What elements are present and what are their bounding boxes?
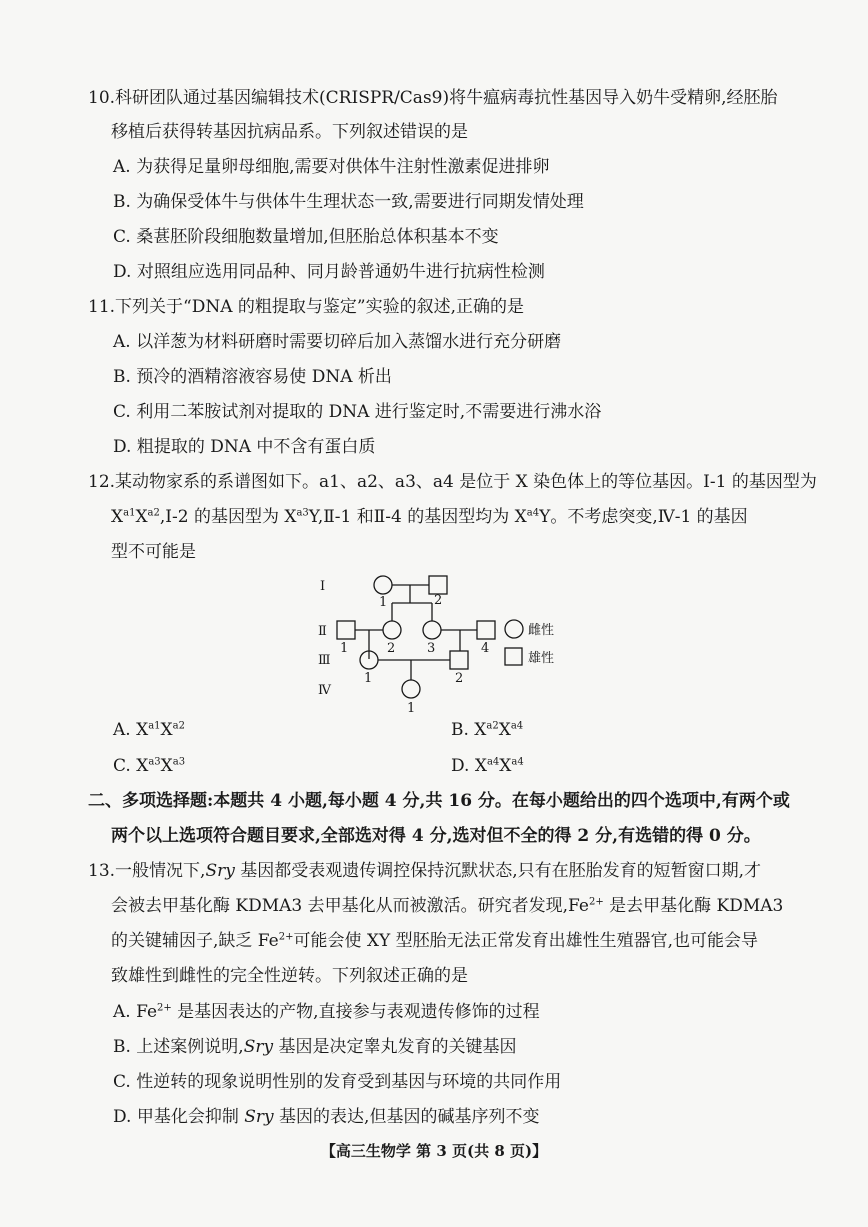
pedigree-male-I2 [429,576,447,594]
section2-heading-line1: 二、多项选择题:本题共 4 小题,每小题 4 分,共 16 分。在每小题给出的四个选项中,有两个或 [88,791,790,811]
num-II3: 3 [427,641,436,656]
q12-stem-line2: $X^{a1}X^{a2},Ⅰ-2$ 的基因型为 $X^{a3}Y,Ⅱ-1$ 和Ⅱ-4 的基因型均为 $X^{a4}Y$。不考虑突变,Ⅳ-1 的基因 [111,507,748,527]
pedigree-female-II3 [423,621,441,639]
q13-option-d: D. 甲基化会抑制 Sry 基因的表达,但基因的碱基序列不变 [113,1107,540,1127]
num-I2: 2 [434,593,443,608]
q13-option-b: B. 上述案例说明,Sry 基因是决定睾丸发育的关键基因 [113,1037,517,1057]
gen-label-IV: Ⅳ [318,683,331,698]
q11-option-d: D. 粗提取的 DNA 中不含有蛋白质 [113,437,376,457]
q11-option-b: B. 预冷的酒精溶液容易使 DNA 析出 [113,367,392,387]
q10-option-b: B. 为确保受体牛与供体牛生理状态一致,需要进行同期发情处理 [113,192,584,212]
num-IV1: 1 [407,701,416,716]
num-III1: 1 [364,671,373,686]
q10-option-a: A. 为获得足量卵母细胞,需要对供体牛注射性激素促进排卵 [113,157,550,177]
q13-option-a: A. $Fe^{2+}$ 是基因表达的产物,直接参与表观遗传修饰的过程 [113,1002,540,1022]
q13-stem-line2: 会被去甲基化酶 KDMA3 去甲基化从而被激活。研究者发现$,Fe^{2+}$ 是去甲基化酶 KDMA3 [111,896,784,916]
num-II2: 2 [387,641,396,656]
legend-female-symbol [505,620,523,638]
q10-option-d: D. 对照组应选用同品种、同月龄普通奶牛进行抗病性检测 [113,262,545,282]
q12-option-a: A. $X^{a1}X^{a2}$ [113,720,185,740]
num-III2: 2 [455,671,464,686]
q12-option-c: C. $X^{a3}X^{a3}$ [113,756,186,776]
pedigree-female-IV1 [402,680,420,698]
q12-stem-line3: 型不可能是 [111,542,196,562]
q13-stem-line4: 致雄性到雌性的完全性逆转。下列叙述正确的是 [111,966,468,986]
gene-sry: Sry [205,861,235,881]
pedigree-female-II2 [383,621,401,639]
pedigree-male-II4 [477,621,495,639]
q12-option-b: B. $X^{a2}X^{a4}$ [451,720,524,740]
q11-option-a: A. 以洋葱为材料研磨时需要切碎后加入蒸馏水进行充分研磨 [113,332,562,352]
page-footer: 【高三生物学 第 3 页(共 8 页)】 [320,1142,548,1160]
q13-stem-line1: 13.一般情况下,Sry 基因都受表观遗传调控保持沉默状态,只有在胚胎发育的短暂窗口期,才 [88,861,762,881]
num-I1: 1 [379,595,388,610]
gen-label-I: Ⅰ [320,579,326,594]
q11-option-c: C. 利用二苯胺试剂对提取的 DNA 进行鉴定时,不需要进行沸水浴 [113,402,602,422]
q10-option-c: C. 桑葚胚阶段细胞数量增加,但胚胎总体积基本不变 [113,227,499,247]
gen-label-II: Ⅱ [318,624,327,639]
pedigree-male-II1 [337,621,355,639]
pedigree-diagram [310,568,570,718]
q12-option-d: D. $X^{a4}X^{a4}$ [451,756,524,776]
gen-label-III: Ⅲ [318,653,331,668]
q13-option-c: C. 性逆转的现象说明性别的发育受到基因与环境的共同作用 [113,1072,562,1092]
num-II1: 1 [340,641,349,656]
section2-heading-line2: 两个以上选项符合题目要求,全部选对得 4 分,选对但不全的得 2 分,有选错的得 0 分。 [111,826,761,846]
q10-stem-line1: 10.科研团队通过基因编辑技术(CRISPR/Cas9)将牛瘟病毒抗性基因导入奶牛受精卵,经胚胎 [88,88,778,108]
q12-stem-line1: 12.某动物家系的系谱图如下。a1、a2、a3、a4 是位于 X 染色体上的等位基因。Ⅰ-1 的基因型为 [88,472,817,492]
legend-male-label: 雄性 [528,651,555,666]
legend-female-label: 雌性 [528,623,555,638]
q10-stem-line2: 移植后获得转基因抗病品系。下列叙述错误的是 [111,122,468,142]
q13-stem-line3: 的关键辅因子,缺乏 $Fe^{2+}$可能会使 XY 型胚胎无法正常发育出雄性生殖器官,也可能会导 [111,931,759,951]
pedigree-male-III2 [450,651,468,669]
q11-stem: 11.下列关于“DNA 的粗提取与鉴定”实验的叙述,正确的是 [88,297,525,317]
pedigree-female-I1 [374,576,392,594]
num-II4: 4 [481,641,490,656]
legend-male-symbol [505,648,522,665]
